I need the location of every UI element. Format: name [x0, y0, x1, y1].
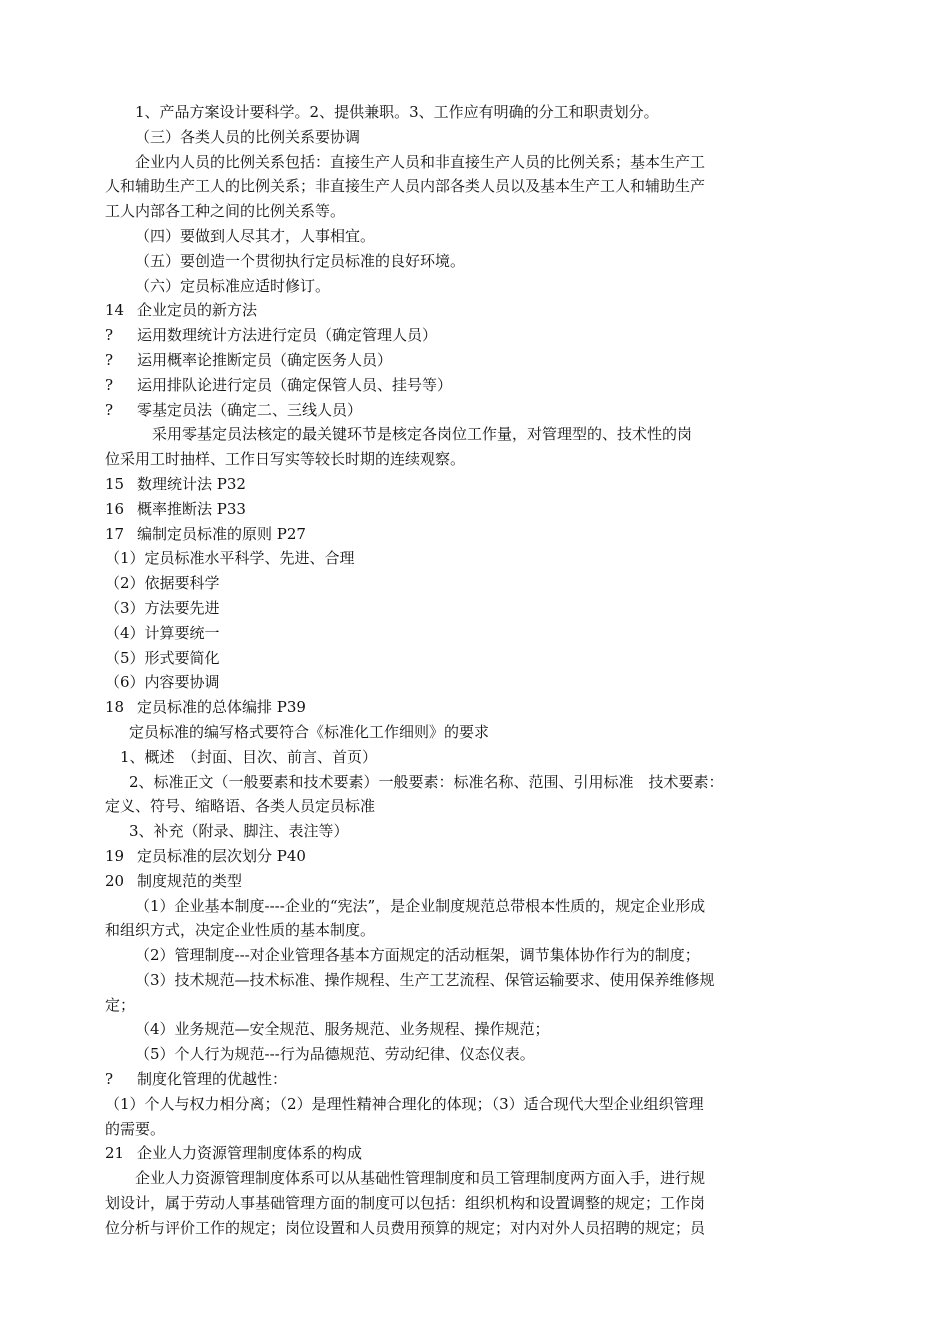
text-line [105, 646, 795, 671]
section-number: 18 [105, 698, 125, 717]
line-text: （1）个人与权力相分离；（2）是理性精神合理化的体现；（3）适合现代大型企业组织管理 [105, 1094, 704, 1113]
text-line [105, 298, 795, 323]
line-text: 企业人力资源管理制度体系可以从基础性管理制度和员工管理制度两方面入手，进行规 [135, 1169, 706, 1188]
line-text: 运用排队论进行定员（确定保管人员、挂号等） [137, 375, 453, 394]
line-text: （2）依据要科学 [105, 574, 220, 593]
text-line [105, 150, 795, 175]
bullet-marker: ? [105, 1070, 114, 1089]
text-line [105, 199, 795, 224]
text-line [105, 546, 795, 571]
text-line [105, 274, 795, 299]
text-line [105, 745, 795, 770]
line-text: 定员标准的总体编排 P39 [137, 698, 306, 717]
line-text: 定； [105, 995, 136, 1014]
text-line [105, 844, 795, 869]
line-text: 企业定员的新方法 [137, 301, 258, 320]
line-text: （4）计算要统一 [105, 623, 220, 642]
section-number: 15 [105, 474, 125, 493]
bullet-marker: ? [105, 350, 114, 369]
text-line [105, 1092, 795, 1117]
section-number: 21 [105, 1144, 125, 1163]
line-text: 采用零基定员法核定的最关键环节是核定各岗位工作量，对管理型的、技术性的岗 [152, 425, 693, 444]
section-number: 20 [105, 871, 125, 890]
text-line [105, 323, 795, 348]
bullet-marker: ? [105, 326, 114, 345]
line-text: （3）方法要先进 [105, 598, 220, 617]
line-text: 1、产品方案设计要科学。2、提供兼职。3、工作应有明确的分工和职责划分。 [135, 103, 659, 121]
line-text: 企业人力资源管理制度体系的构成 [137, 1144, 363, 1163]
text-line [105, 1191, 795, 1216]
line-text: （五）要创造一个贯彻执行定员标准的良好环境。 [135, 251, 466, 270]
line-text: 和组织方式，决定企业性质的基本制度。 [105, 921, 376, 940]
text-line [105, 596, 795, 621]
bullet-marker: ? [105, 400, 114, 419]
section-number: 16 [105, 499, 125, 518]
line-text: 位分析与评价工作的规定；岗位设置和人员费用预算的规定；对内对外人员招聘的规定；员 [105, 1218, 706, 1237]
text-line [105, 894, 795, 919]
line-text: （六）定员标准应适时修订。 [135, 276, 331, 295]
line-text: 人和辅助生产工人的比例关系；非直接生产人员内部各类人员以及基本生产工人和辅助生产 [105, 177, 706, 196]
line-text: 工人内部各工种之间的比例关系等。 [105, 202, 346, 221]
text-line [105, 869, 795, 894]
line-text: 运用数理统计方法进行定员（确定管理人员） [137, 326, 438, 345]
line-text: 1、概述 （封面、目次、前言、首页） [120, 747, 378, 766]
line-text: 制度规范的类型 [137, 871, 243, 890]
line-text: （四）要做到人尽其才，人事相宜。 [135, 226, 376, 245]
text-line [105, 125, 795, 150]
line-text: 制度化管理的优越性： [137, 1070, 288, 1089]
text-line [105, 447, 795, 472]
text-line [105, 695, 795, 720]
line-text: （3）技术规范—技术标准、操作规程、生产工艺流程、保管运输要求、使用保养维修规 [135, 970, 715, 989]
text-line [105, 497, 795, 522]
line-text: 划设计，属于劳动人事基础管理方面的制度可以包括：组织机构和设置调整的规定；工作岗 [105, 1194, 706, 1213]
text-line [105, 621, 795, 646]
line-text: 运用概率论推断定员（确定医务人员） [137, 350, 393, 369]
section-number: 19 [105, 846, 125, 865]
text-line [105, 670, 795, 695]
section-number: 17 [105, 524, 125, 543]
line-text: （5）形式要简化 [105, 648, 220, 667]
line-text: 3、补充（附录、脚注、表注等） [129, 822, 349, 841]
text-line [105, 1017, 795, 1042]
text-line [105, 174, 795, 199]
line-text: 编制定员标准的原则 P27 [137, 524, 306, 543]
line-text: 位采用工时抽样、工作日写实等较长时期的连续观察。 [105, 450, 466, 469]
line-text: （三）各类人员的比例关系要协调 [135, 127, 361, 146]
text-line [105, 720, 795, 745]
text-line [105, 348, 795, 373]
text-line [105, 993, 795, 1018]
line-text: 定员标准的层次划分 P40 [137, 846, 306, 865]
text-line [105, 1117, 795, 1142]
text-line [105, 918, 795, 943]
line-text: 2、标准正文（一般要素和技术要素）一般要素：标准名称、范围、引用标准 技术要素： [129, 772, 724, 791]
section-number: 14 [105, 301, 125, 320]
text-line [105, 1067, 795, 1092]
text-line [105, 794, 795, 819]
line-text: 零基定员法（确定二、三线人员） [137, 400, 363, 419]
line-text: 数理统计法 P32 [137, 474, 246, 493]
text-line [105, 224, 795, 249]
text-line [105, 100, 795, 125]
line-text: （6）内容要协调 [105, 673, 220, 692]
line-text: （1）企业基本制度----企业的“宪法”，是企业制度规范总带根本性质的，规定企业形成 [135, 896, 706, 915]
line-text: 定员标准的编写格式要符合《标准化工作细则》的要求 [129, 722, 490, 741]
text-line [105, 422, 795, 447]
text-line [105, 1141, 795, 1166]
text-line [105, 398, 795, 423]
text-line [105, 819, 795, 844]
text-line [105, 571, 795, 596]
text-line [105, 1216, 795, 1241]
line-text: （1）定员标准水平科学、先进、合理 [105, 549, 355, 568]
line-text: 概率推断法 P33 [137, 499, 246, 518]
text-line [105, 770, 795, 795]
line-text: （4）业务规范—安全规范、服务规范、业务规程、操作规范； [135, 1020, 550, 1039]
text-line [105, 373, 795, 398]
line-text: 的需要。 [105, 1119, 166, 1138]
line-text: （2）管理制度---对企业管理各基本方面规定的活动框架，调节集体协作行为的制度； [135, 946, 700, 965]
text-line [105, 1166, 795, 1191]
line-text: 企业内人员的比例关系包括：直接生产人员和非直接生产人员的比例关系；基本生产工 [135, 152, 706, 171]
text-line [105, 522, 795, 547]
text-line [105, 943, 795, 968]
document-page [105, 100, 795, 1241]
line-text: 定义、符号、缩略语、各类人员定员标准 [105, 797, 376, 816]
bullet-marker: ? [105, 375, 114, 394]
text-line [105, 472, 795, 497]
text-line [105, 968, 795, 993]
text-line [105, 1042, 795, 1067]
text-line [105, 249, 795, 274]
line-text: （5）个人行为规范---行为品德规范、劳动纪律、仪态仪表。 [135, 1045, 535, 1064]
